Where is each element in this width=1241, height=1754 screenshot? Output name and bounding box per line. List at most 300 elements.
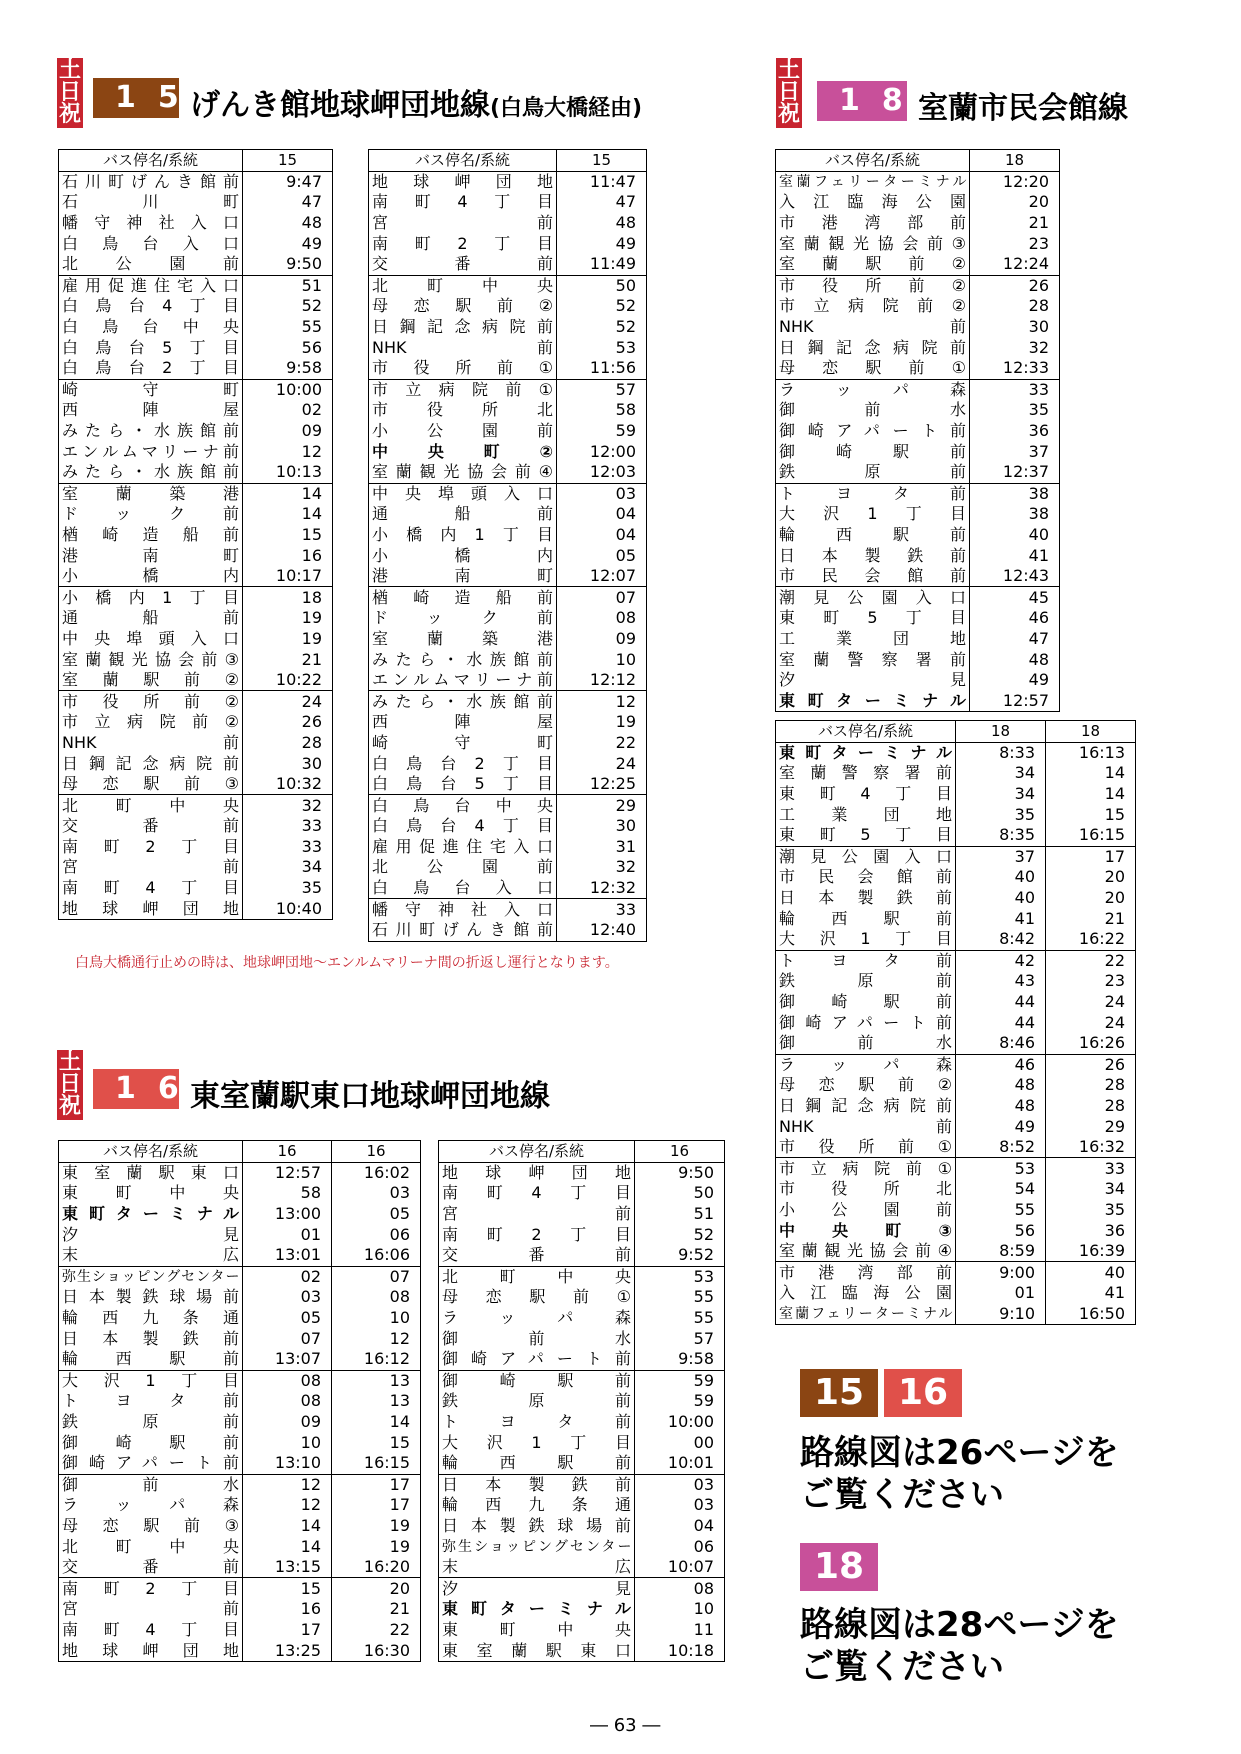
stop-name: 市民会館前 xyxy=(776,566,970,587)
departure-time: 10:01 xyxy=(635,1453,725,1474)
departure-time: 55 xyxy=(635,1287,725,1308)
stop-name: 東町4丁目 xyxy=(776,784,956,805)
stop-name: 母恋駅前② xyxy=(776,1075,956,1096)
stop-name: 室蘭警察署前 xyxy=(776,649,970,670)
departure-time: 16:13 xyxy=(1046,742,1136,763)
departure-time: 47 xyxy=(557,192,647,213)
departure-time: 03 xyxy=(635,1495,725,1516)
timetable-row xyxy=(59,1266,421,1287)
route-18-badge: 18 xyxy=(817,81,907,121)
timetable-row xyxy=(369,400,647,421)
stop-name: 入江臨海公園 xyxy=(776,192,970,213)
departure-time: 34 xyxy=(1046,1179,1136,1200)
departure-time: 21 xyxy=(332,1599,421,1620)
timetable-row xyxy=(369,317,647,338)
stop-name: 市民会館前 xyxy=(776,867,956,888)
timetable-row xyxy=(59,1557,421,1578)
departure-time: 53 xyxy=(557,337,647,358)
timetable-row xyxy=(59,1349,421,1370)
stop-name: 北公園前 xyxy=(59,254,243,275)
stop-name: 末広 xyxy=(439,1557,635,1578)
departure-time: 03 xyxy=(635,1474,725,1495)
stop-name: 弥生ショッピングセンター xyxy=(59,1266,243,1287)
departure-time: 11:47 xyxy=(557,171,647,192)
departure-time: 17 xyxy=(332,1495,421,1516)
departure-time: 10:22 xyxy=(243,670,333,691)
departure-time: 9:58 xyxy=(243,358,333,379)
departure-time: 38 xyxy=(970,504,1060,525)
timetable-row xyxy=(776,649,1060,670)
departure-time: 9:58 xyxy=(635,1349,725,1370)
timetable-row xyxy=(439,1495,725,1516)
departure-time: 24 xyxy=(1046,1012,1136,1033)
stop-name: 白鳥台中央 xyxy=(369,795,557,816)
departure-time: 17 xyxy=(1046,846,1136,867)
departure-time: 08 xyxy=(243,1391,332,1412)
departure-time: 16:22 xyxy=(1046,929,1136,950)
timetable-row xyxy=(776,784,1136,805)
stop-name: 大沢1丁目 xyxy=(439,1432,635,1453)
timetable-row xyxy=(776,379,1060,400)
timetable-row xyxy=(369,691,647,712)
timetable-row xyxy=(776,400,1060,421)
departure-time: 08 xyxy=(332,1287,421,1308)
departure-time: 51 xyxy=(635,1204,725,1225)
timetable-row xyxy=(369,358,647,379)
stop-name: 中央埠頭入口 xyxy=(369,483,557,504)
departure-time: 9:00 xyxy=(956,1262,1046,1283)
timetable-row xyxy=(369,421,647,442)
departure-time: 12:40 xyxy=(557,920,647,941)
departure-time: 9:52 xyxy=(635,1245,725,1266)
stop-name: 楢崎造船前 xyxy=(369,587,557,608)
departure-time: 59 xyxy=(635,1370,725,1391)
stop-name: みたら・水族館前 xyxy=(369,649,557,670)
map-info-badge-15: 15 xyxy=(800,1369,878,1417)
stop-name: ドック前 xyxy=(59,504,243,525)
stop-name: 東町ターミナル xyxy=(439,1599,635,1620)
departure-time: 33 xyxy=(970,379,1060,400)
departure-time: 45 xyxy=(970,587,1060,608)
stop-name: 中央町③ xyxy=(776,1220,956,1241)
stop-name: 南町4丁目 xyxy=(369,192,557,213)
timetable-row xyxy=(776,825,1136,846)
timetable-row xyxy=(439,1640,725,1661)
stop-name: 交番前 xyxy=(59,816,243,837)
timetable-row xyxy=(369,379,647,400)
stop-name: 日本製鉄前 xyxy=(439,1474,635,1495)
departure-time: 03 xyxy=(332,1183,421,1204)
departure-time: 04 xyxy=(557,504,647,525)
departure-time: 33 xyxy=(1046,1158,1136,1179)
departure-time: 30 xyxy=(970,317,1060,338)
departure-time: 05 xyxy=(332,1204,421,1225)
stop-name: 御崎駅前 xyxy=(59,1432,243,1453)
timetable-row xyxy=(369,545,647,566)
departure-time: 35 xyxy=(956,804,1046,825)
departure-time: 35 xyxy=(243,878,333,899)
stop-name: 交番前 xyxy=(439,1245,635,1266)
stop-name: 南町4丁目 xyxy=(59,1620,243,1641)
timetable-row xyxy=(776,1179,1136,1200)
timetable-row xyxy=(59,358,333,379)
departure-time: 40 xyxy=(956,867,1046,888)
stop-name: 市港湾部前 xyxy=(776,213,970,234)
departure-time: 19 xyxy=(557,712,647,733)
timetable-row xyxy=(439,1557,725,1578)
departure-time: 12 xyxy=(332,1328,421,1349)
departure-time: 24 xyxy=(1046,992,1136,1013)
departure-time: 56 xyxy=(956,1220,1046,1241)
timetable-row xyxy=(776,608,1060,629)
stop-name: 汐見 xyxy=(59,1224,243,1245)
departure-time: 14 xyxy=(243,1516,332,1537)
departure-time: 11:56 xyxy=(557,358,647,379)
timetable-row xyxy=(59,774,333,795)
timetable-row xyxy=(369,816,647,837)
timetable-row xyxy=(59,1640,421,1661)
weekend-holiday-label: 土 日 祝 xyxy=(58,58,81,127)
departure-time: 8:52 xyxy=(956,1137,1046,1158)
departure-time: 10 xyxy=(243,1432,332,1453)
timetable-row xyxy=(59,649,333,670)
timetable-row xyxy=(439,1516,725,1537)
stop-name: 崎守町 xyxy=(59,379,243,400)
timetable-row xyxy=(369,608,647,629)
route-16-timetable-inbound xyxy=(438,1140,725,1662)
stop-name: 潮見公園入口 xyxy=(776,587,970,608)
timetable-row xyxy=(776,337,1060,358)
stop-name: 御前水 xyxy=(776,400,970,421)
stop-name: 室蘭観光協会前④ xyxy=(369,462,557,483)
timetable-row xyxy=(59,525,333,546)
timetable-row xyxy=(776,950,1136,971)
timetable-row xyxy=(59,816,333,837)
timetable-row xyxy=(439,1308,725,1329)
departure-time: 12:57 xyxy=(970,690,1060,711)
stop-name: 市役所前② xyxy=(59,691,243,712)
stop-name: 日鋼記念病院前 xyxy=(776,1096,956,1117)
departure-time: 8:59 xyxy=(956,1241,1046,1262)
timetable-row xyxy=(59,608,333,629)
timetable-row xyxy=(776,1137,1136,1158)
departure-time: 17 xyxy=(243,1620,332,1641)
stop-name: 御前水 xyxy=(776,1033,956,1054)
timetable-row xyxy=(59,1412,421,1433)
departure-time: 58 xyxy=(557,400,647,421)
departure-time: 12:03 xyxy=(557,462,647,483)
timetable-row xyxy=(59,1432,421,1453)
timetable-row xyxy=(59,379,333,400)
timetable-row xyxy=(776,846,1136,867)
stop-name: エンルムマリーナ前 xyxy=(59,441,243,462)
stop-name: 北町中央 xyxy=(59,795,243,816)
departure-time: 10:17 xyxy=(243,566,333,587)
stop-name: ラッパ森 xyxy=(59,1495,243,1516)
timetable-row xyxy=(369,795,647,816)
stop-name: 大沢1丁目 xyxy=(776,929,956,950)
departure-time: 12:37 xyxy=(970,462,1060,483)
departure-time: 28 xyxy=(970,296,1060,317)
stop-name: 東町ターミナル xyxy=(776,690,970,711)
timetable-row xyxy=(59,483,333,504)
stop-name: 潮見公園入口 xyxy=(776,846,956,867)
stop-name: 末広 xyxy=(59,1245,243,1266)
timetable-row xyxy=(59,213,333,234)
stop-name: 石川町げんき館前 xyxy=(369,920,557,941)
timetable-row xyxy=(59,504,333,525)
departure-time: 11 xyxy=(635,1620,725,1641)
route-15-title: げんき館地球岬団地線(白鳥大橋経由) xyxy=(190,88,643,123)
stop-name: 汐見 xyxy=(439,1578,635,1599)
departure-time: 40 xyxy=(1046,1262,1136,1283)
departure-time: 08 xyxy=(635,1578,725,1599)
timetable-row xyxy=(59,857,333,878)
column-header-stop: バス停名/系統 xyxy=(59,1141,243,1163)
timetable-row xyxy=(439,1224,725,1245)
departure-time: 12 xyxy=(243,1474,332,1495)
stop-name: 鉄原前 xyxy=(776,971,956,992)
stop-name: 港南町 xyxy=(369,566,557,587)
departure-time: 30 xyxy=(243,753,333,774)
timetable-row xyxy=(369,566,647,587)
timetable-row xyxy=(369,275,647,296)
departure-time: 56 xyxy=(243,337,333,358)
timetable-row xyxy=(59,1162,421,1183)
route-16-timetable-outbound xyxy=(58,1140,421,1662)
timetable-row xyxy=(439,1599,725,1620)
departure-time: 02 xyxy=(243,1266,332,1287)
stop-name: 北公園前 xyxy=(369,857,557,878)
departure-time: 18 xyxy=(243,587,333,608)
departure-time: 13:00 xyxy=(243,1204,332,1225)
departure-time: 48 xyxy=(243,213,333,234)
stop-name: 日本製鉄球場前 xyxy=(439,1516,635,1537)
departure-time: 12 xyxy=(243,1495,332,1516)
timetable-row xyxy=(59,233,333,254)
stop-name: 地球岬団地 xyxy=(59,898,243,919)
departure-time: 14 xyxy=(243,504,333,525)
departure-time: 12 xyxy=(243,441,333,462)
departure-time: 12:20 xyxy=(970,171,1060,192)
stop-name: 御前水 xyxy=(439,1328,635,1349)
stop-name: 白鳥台入口 xyxy=(59,233,243,254)
timetable-row xyxy=(776,566,1060,587)
stop-name: 通船前 xyxy=(59,608,243,629)
stop-name: 鉄原前 xyxy=(439,1391,635,1412)
timetable-row xyxy=(369,483,647,504)
stop-name: 雇用促進住宅入口 xyxy=(59,275,243,296)
route-18-title: 室蘭市民会館線 xyxy=(918,91,1128,126)
stop-name: 石川町げんき館前 xyxy=(59,171,243,192)
departure-time: 48 xyxy=(956,1075,1046,1096)
stop-name: 西陣屋 xyxy=(59,400,243,421)
column-header-stop: バス停名/系統 xyxy=(369,150,557,172)
timetable-row xyxy=(439,1162,725,1183)
departure-time: 16:39 xyxy=(1046,1241,1136,1262)
timetable-row xyxy=(59,1516,421,1537)
stop-name: 白鳥台4丁目 xyxy=(59,296,243,317)
departure-time: 06 xyxy=(332,1224,421,1245)
timetable-row xyxy=(369,899,647,920)
stop-name: 室蘭築港 xyxy=(369,629,557,650)
timetable-row xyxy=(439,1328,725,1349)
stop-name: 母恋駅前③ xyxy=(59,774,243,795)
departure-time: 15 xyxy=(332,1432,421,1453)
departure-time: 16:26 xyxy=(1046,1033,1136,1054)
departure-time: 20 xyxy=(970,192,1060,213)
timetable-row xyxy=(776,213,1060,234)
stop-name: 南町2丁目 xyxy=(59,837,243,858)
departure-time: 15 xyxy=(1046,804,1136,825)
timetable-row xyxy=(59,1308,421,1329)
departure-time: 13:01 xyxy=(243,1245,332,1266)
route-15-timetable-outbound xyxy=(58,149,333,920)
departure-time: 10 xyxy=(557,649,647,670)
stop-name: 東町5丁目 xyxy=(776,825,956,846)
timetable-row xyxy=(59,545,333,566)
timetable-row xyxy=(776,670,1060,691)
timetable-row xyxy=(59,670,333,691)
timetable-row xyxy=(59,275,333,296)
stop-name: 幡守神社入口 xyxy=(369,899,557,920)
stop-name: 西陣屋 xyxy=(369,712,557,733)
departure-time: 37 xyxy=(970,441,1060,462)
departure-time: 16:20 xyxy=(332,1557,421,1578)
stop-name: 御崎駅前 xyxy=(776,441,970,462)
departure-time: 30 xyxy=(557,816,647,837)
stop-name: 東町5丁目 xyxy=(776,608,970,629)
timetable-row xyxy=(59,1183,421,1204)
departure-time: 12:57 xyxy=(243,1162,332,1183)
departure-time: 06 xyxy=(635,1536,725,1557)
column-header-route: 18 xyxy=(956,721,1046,743)
departure-time: 12 xyxy=(557,691,647,712)
timetable-row xyxy=(776,1283,1136,1304)
departure-time: 44 xyxy=(956,1012,1046,1033)
departure-time: 8:35 xyxy=(956,825,1046,846)
stop-name: 南町2丁目 xyxy=(369,233,557,254)
departure-time: 28 xyxy=(243,733,333,754)
timetable-row xyxy=(776,421,1060,442)
departure-time: 9:10 xyxy=(956,1304,1046,1325)
departure-time: 11:49 xyxy=(557,254,647,275)
stop-name: 室蘭フェリーターミナル xyxy=(776,1304,956,1325)
timetable-row xyxy=(369,857,647,878)
map-info-text-15-16: 路線図は26ページを ご覧ください xyxy=(800,1433,1119,1515)
departure-time: 22 xyxy=(557,733,647,754)
stop-name: 白鳥台5丁目 xyxy=(369,774,557,795)
timetable-row xyxy=(776,504,1060,525)
timetable-row xyxy=(369,753,647,774)
departure-time: 57 xyxy=(557,379,647,400)
weekend-holiday-label: 土 日 祝 xyxy=(777,58,800,127)
stop-name: トヨタ前 xyxy=(776,950,956,971)
departure-time: 13:25 xyxy=(243,1640,332,1661)
timetable-row xyxy=(59,1224,421,1245)
stop-name: NHK前 xyxy=(59,733,243,754)
timetable-row xyxy=(776,1116,1136,1137)
departure-time: 46 xyxy=(956,1054,1046,1075)
departure-time: 19 xyxy=(243,608,333,629)
departure-time: 03 xyxy=(243,1287,332,1308)
departure-time: 09 xyxy=(243,1412,332,1433)
timetable-row xyxy=(369,171,647,192)
stop-name: 輪西駅前 xyxy=(439,1453,635,1474)
departure-time: 42 xyxy=(956,950,1046,971)
timetable-row xyxy=(776,1054,1136,1075)
departure-time: 31 xyxy=(557,837,647,858)
stop-name: 小橋内 xyxy=(369,545,557,566)
departure-time: 07 xyxy=(243,1328,332,1349)
timetable-row xyxy=(776,254,1060,275)
timetable-row xyxy=(776,1096,1136,1117)
stop-name: 雇用促進住宅入口 xyxy=(369,837,557,858)
departure-time: 52 xyxy=(243,296,333,317)
timetable-row xyxy=(59,317,333,338)
timetable-row xyxy=(439,1287,725,1308)
departure-time: 9:50 xyxy=(243,254,333,275)
departure-time: 29 xyxy=(1046,1116,1136,1137)
departure-time: 10:40 xyxy=(243,898,333,919)
timetable-row xyxy=(776,1200,1136,1221)
departure-time: 28 xyxy=(1046,1075,1136,1096)
timetable-row xyxy=(776,971,1136,992)
route-16-badge: 16 xyxy=(93,1069,179,1109)
timetable-row xyxy=(776,804,1136,825)
departure-time: 9:50 xyxy=(635,1162,725,1183)
departure-time: 12:07 xyxy=(557,566,647,587)
stop-name: 石川町 xyxy=(59,192,243,213)
departure-time: 12:12 xyxy=(557,670,647,691)
timetable-row xyxy=(59,192,333,213)
column-header-stop: バス停名/系統 xyxy=(776,150,970,172)
departure-time: 29 xyxy=(557,795,647,816)
stop-name: 母恋駅前③ xyxy=(59,1516,243,1537)
route-15-timetable-inbound xyxy=(368,149,647,942)
departure-time: 10:18 xyxy=(635,1640,725,1661)
column-header-route: 16 xyxy=(332,1141,421,1163)
departure-time: 14 xyxy=(243,1536,332,1557)
timetable-row xyxy=(439,1578,725,1599)
stop-name: 市役所前② xyxy=(776,275,970,296)
stop-name: 宮前 xyxy=(59,1599,243,1620)
timetable-row xyxy=(369,441,647,462)
timetable-row xyxy=(369,525,647,546)
timetable-row xyxy=(776,992,1136,1013)
timetable-row xyxy=(59,171,333,192)
stop-name: 弥生ショッピングセンター xyxy=(439,1536,635,1557)
stop-name: 地球岬団地 xyxy=(439,1162,635,1183)
stop-name: 市役所北 xyxy=(369,400,557,421)
stop-name: 御崎アパート前 xyxy=(776,1012,956,1033)
stop-name: 日鋼記念病院前 xyxy=(369,317,557,338)
stop-name: 小公園前 xyxy=(369,421,557,442)
timetable-row xyxy=(776,462,1060,483)
stop-name: 輪西九条通 xyxy=(59,1308,243,1329)
timetable-row xyxy=(59,837,333,858)
departure-time: 13 xyxy=(332,1391,421,1412)
timetable-row xyxy=(369,837,647,858)
timetable-row xyxy=(369,504,647,525)
timetable-row xyxy=(439,1370,725,1391)
departure-time: 32 xyxy=(970,337,1060,358)
departure-time: 10:00 xyxy=(635,1412,725,1433)
stop-name: ラッパ森 xyxy=(776,1054,956,1075)
departure-time: 15 xyxy=(243,1578,332,1599)
departure-time: 36 xyxy=(1046,1220,1136,1241)
stop-name: 市役所前① xyxy=(369,358,557,379)
